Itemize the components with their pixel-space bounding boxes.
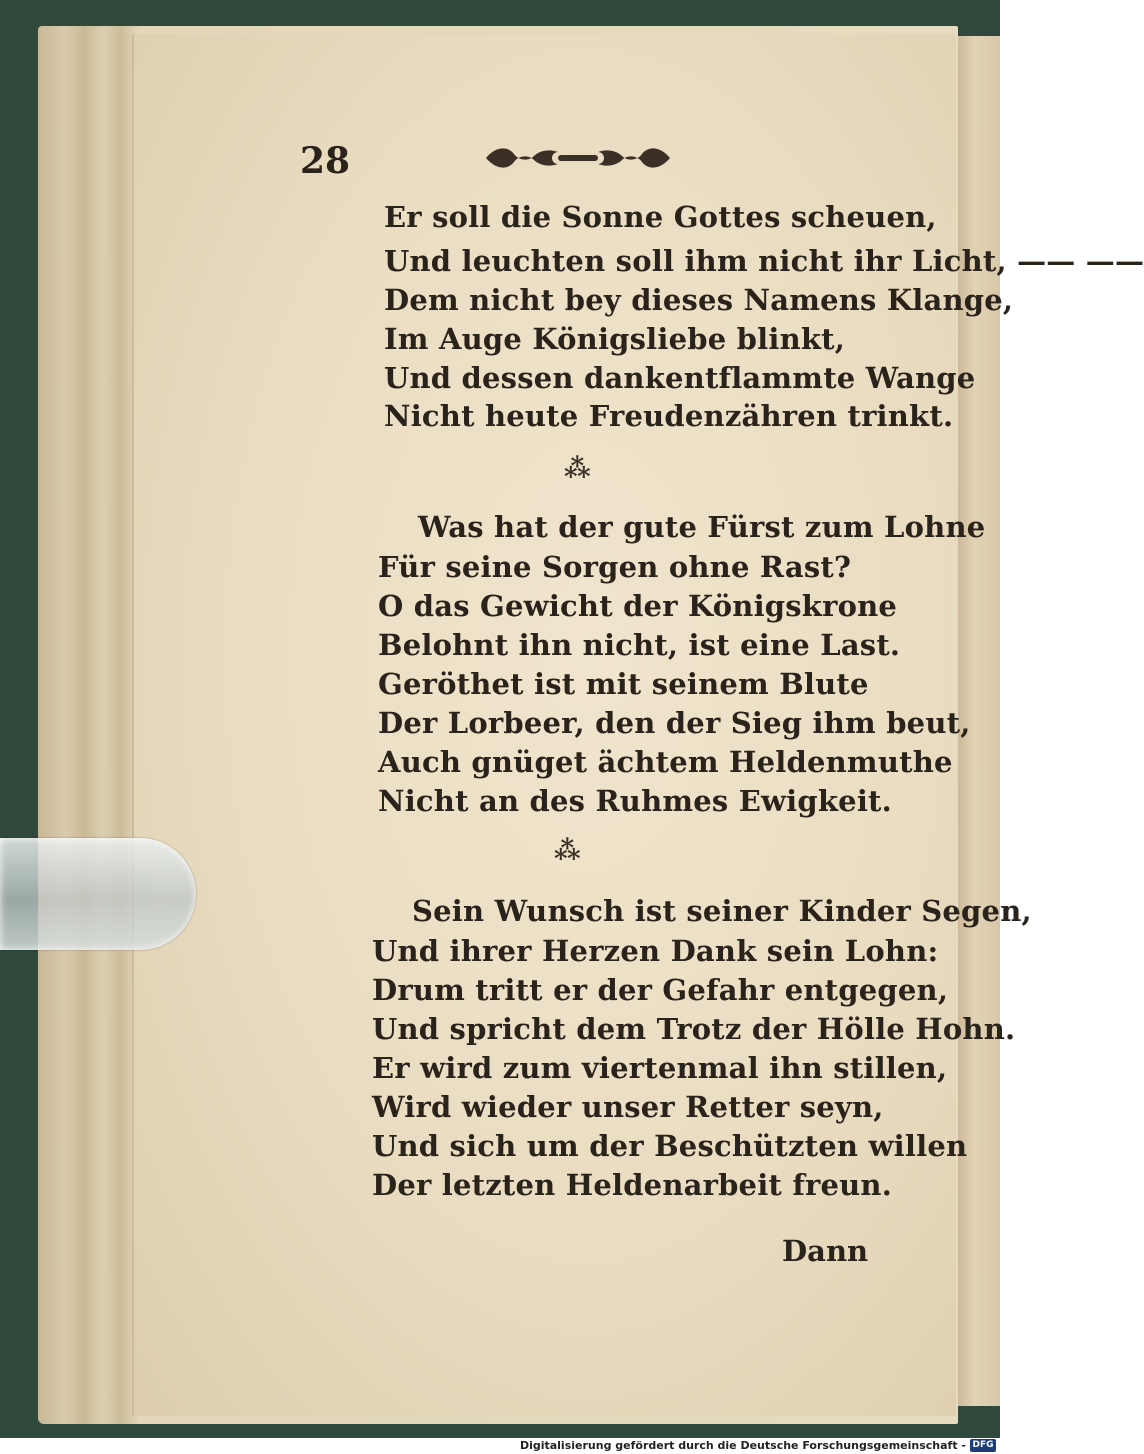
header-ornament-icon bbox=[482, 140, 674, 176]
verse-line: Er wird zum viertenmal ihn stillen, bbox=[372, 1051, 948, 1085]
verse-line: Nicht an des Ruhmes Ewigkeit. bbox=[378, 784, 892, 818]
verse-line: Wird wieder unser Retter seyn, bbox=[372, 1090, 884, 1124]
verse-line: Belohnt ihn nicht, ist eine Last. bbox=[378, 628, 901, 662]
page-number: 28 bbox=[300, 140, 351, 182]
stanza-divider-icon: ⁂ bbox=[564, 454, 591, 484]
verse-line: Und spricht dem Trotz der Hölle Hohn. bbox=[372, 1012, 1016, 1046]
verse-line: Nicht heute Freudenzähren trinkt. bbox=[384, 399, 954, 433]
verse-line: Geröthet ist mit seinem Blute bbox=[378, 667, 869, 701]
verse-line: Für seine Sorgen ohne Rast? bbox=[378, 550, 852, 584]
verse-line: Und leuchten soll ihm nicht ihr Licht, —— —— bbox=[384, 244, 1144, 278]
verse-line: Und dessen dankentflammte Wange bbox=[384, 361, 976, 395]
verse-line: Auch gnüget ächtem Heldenmuthe bbox=[378, 745, 953, 779]
footer-credit: Digitalisierung gefördert durch die Deutsche Forschungsgemeinschaft - bbox=[519, 1439, 966, 1452]
verse-line: Und ihrer Herzen Dank sein Lohn: bbox=[372, 934, 939, 968]
verse-line: Dem nicht bey dieses Namens Klange, bbox=[384, 283, 1014, 317]
verse-line: Und sich um der Beschützten willen bbox=[372, 1129, 968, 1163]
stanza-divider-icon: ⁂ bbox=[554, 836, 581, 866]
verse-line: Der Lorbeer, den der Sieg ihm beut, bbox=[378, 706, 971, 740]
dfg-logo-icon: DFG bbox=[970, 1439, 996, 1452]
glass-bookmark-clip bbox=[0, 838, 196, 950]
verse-line: Der letzten Heldenarbeit freun. bbox=[372, 1168, 892, 1202]
verse-line: Im Auge Königsliebe blinkt, bbox=[384, 322, 846, 356]
verse-line: Was hat der gute Fürst zum Lohne bbox=[418, 510, 986, 544]
verse-line: Drum tritt er der Gefahr entgegen, bbox=[372, 973, 949, 1007]
verse-line: Er soll die Sonne Gottes scheuen, bbox=[384, 200, 937, 234]
verse-line: O das Gewicht der Königskrone bbox=[378, 589, 898, 623]
catchword: Dann bbox=[782, 1234, 869, 1268]
verse-line: Sein Wunsch ist seiner Kinder Segen, bbox=[412, 894, 1032, 928]
